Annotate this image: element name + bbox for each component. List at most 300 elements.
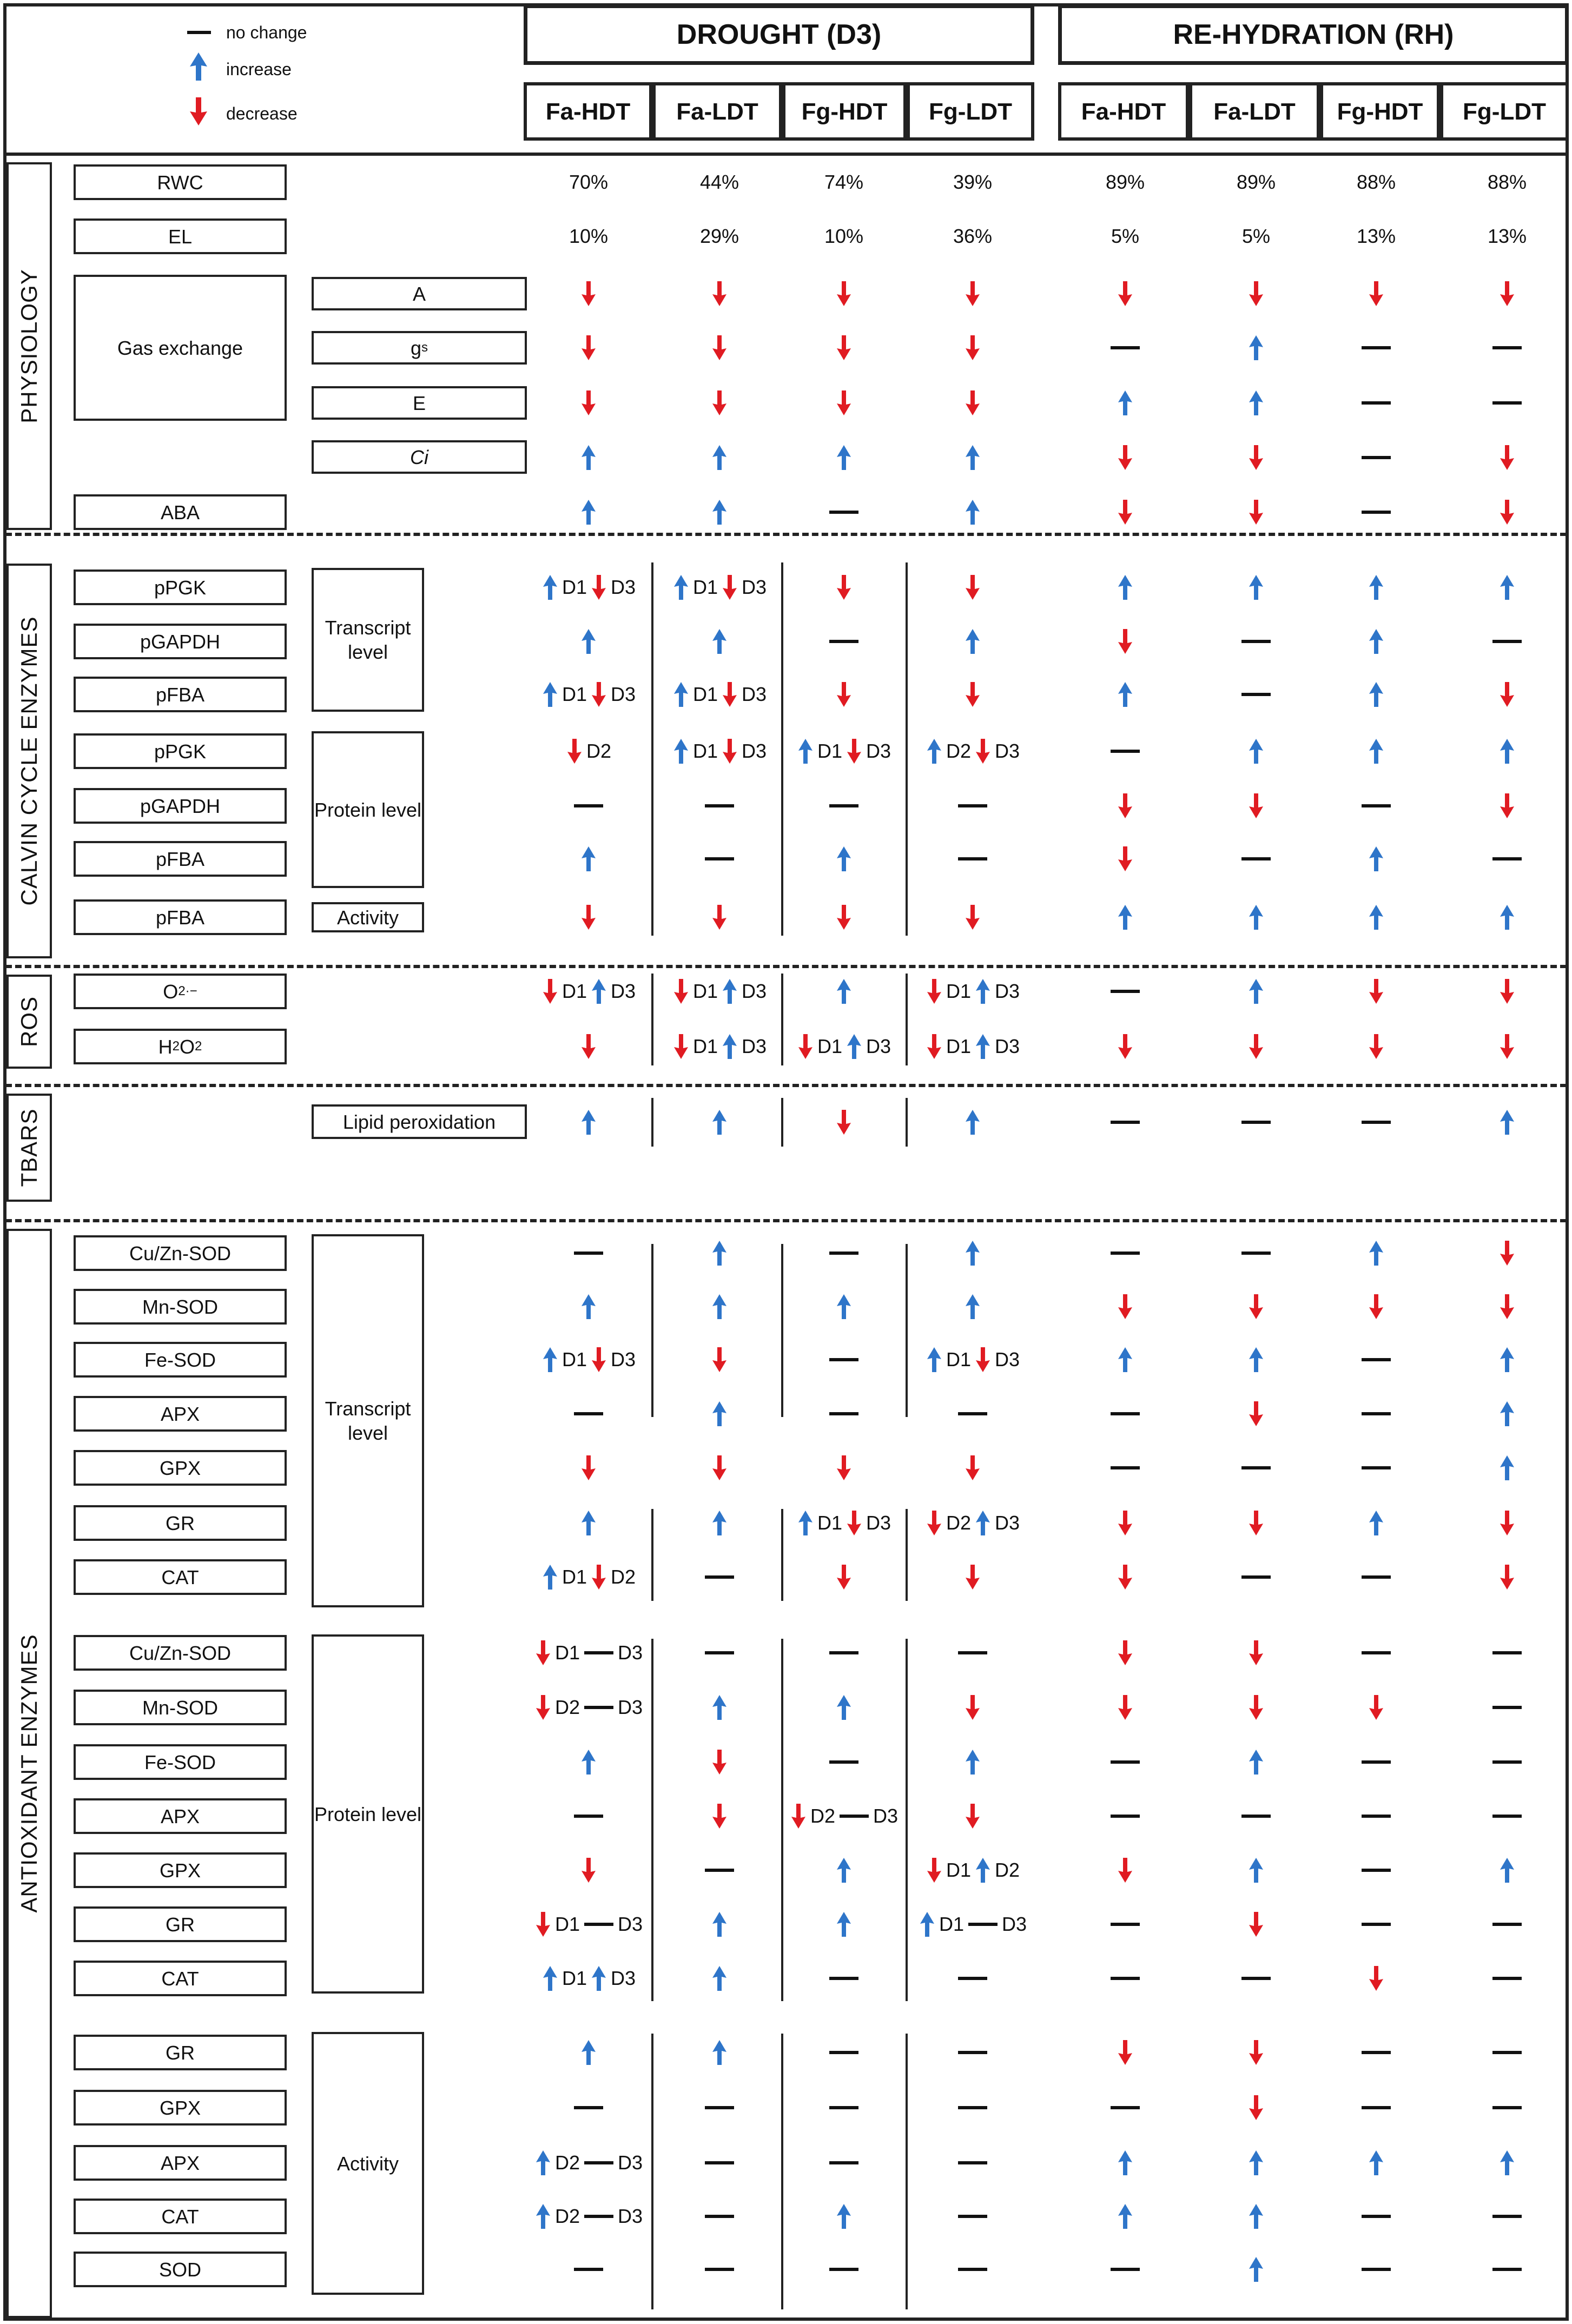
decrease-arrow-icon <box>580 390 597 416</box>
no-change-icon <box>1491 636 1523 647</box>
legend-increase-label: increase <box>226 59 292 79</box>
increase-arrow-icon <box>711 1294 728 1320</box>
row-label-box: GR <box>74 1906 287 1942</box>
day-label: D3 <box>611 576 636 598</box>
decrease-arrow-icon <box>711 335 728 361</box>
value-cell <box>964 1455 981 1481</box>
value-cell <box>1247 793 1265 819</box>
decrease-arrow-icon <box>964 681 981 707</box>
section-label: ROS <box>16 996 42 1048</box>
increase-arrow-icon <box>964 628 981 654</box>
value-cell <box>964 390 981 416</box>
value-cell <box>704 2157 735 2168</box>
decrease-arrow-icon <box>711 1455 728 1481</box>
value-cell <box>1109 1919 1141 1930</box>
value-cell <box>1368 681 1385 707</box>
decrease-arrow-icon <box>846 738 863 764</box>
value-cell <box>828 507 860 518</box>
increase-arrow-icon <box>580 1749 597 1775</box>
value-cell <box>835 846 853 872</box>
no-change-icon <box>704 2157 735 2168</box>
column-separator <box>906 2034 908 2309</box>
increase-arrow-icon <box>1247 738 1265 764</box>
value-cell: 39% <box>953 171 993 193</box>
value-cell <box>1117 1640 1134 1666</box>
no-change-icon <box>1109 1408 1141 1419</box>
value-cell <box>711 1694 728 1720</box>
group-box-protein-level: Protein level <box>312 1634 424 1994</box>
group-box-transcript-level: Transcript level <box>312 568 424 712</box>
decrease-arrow-icon <box>721 681 738 707</box>
decrease-arrow-icon <box>672 978 690 1004</box>
value-cell <box>835 681 853 707</box>
column-header-fg-ldt: Fg-LDT <box>907 82 1034 141</box>
no-change-icon <box>1109 342 1141 353</box>
value-cell <box>1240 689 1272 700</box>
increase-arrow-icon <box>580 2040 597 2065</box>
value-cell <box>580 628 597 654</box>
increase-arrow-icon <box>1368 2150 1385 2176</box>
no-change-icon <box>1491 1973 1523 1984</box>
value-cell <box>1368 846 1385 872</box>
value-cell <box>580 390 597 416</box>
value-cell <box>835 390 853 416</box>
value-cell <box>1491 853 1523 864</box>
no-change-icon <box>957 1647 988 1658</box>
value-cell <box>580 445 597 471</box>
row-label-box: APX <box>74 1396 287 1432</box>
decrease-arrow-icon <box>964 1564 981 1590</box>
no-change-icon <box>957 2047 988 2058</box>
value-cell <box>926 978 1020 1004</box>
value-cell <box>1360 2264 1392 2275</box>
value-cell <box>1360 1408 1392 1419</box>
day-label: D1 <box>692 740 718 762</box>
column-separator <box>781 1509 783 1601</box>
value-cell <box>1360 507 1392 518</box>
increase-arrow-icon <box>1247 2150 1265 2176</box>
day-label: D1 <box>946 980 971 1002</box>
value-cell <box>1247 1640 1265 1666</box>
decrease-arrow-icon <box>1247 1294 1265 1320</box>
decrease-arrow-icon <box>580 1455 597 1481</box>
decrease-arrow-icon <box>846 1510 863 1536</box>
day-label: D1 <box>562 1348 587 1370</box>
decrease-arrow-icon <box>1117 628 1134 654</box>
decrease-arrow-icon <box>964 904 981 930</box>
no-change-icon <box>704 2102 735 2113</box>
decrease-arrow-icon <box>964 1455 981 1481</box>
decrease-arrow-icon <box>1498 978 1516 1004</box>
value-cell <box>835 335 853 361</box>
value-cell <box>541 978 636 1004</box>
row-label-box: ABA <box>74 494 287 530</box>
value-cell <box>1247 1347 1265 1373</box>
decrease-arrow-icon <box>964 1803 981 1829</box>
decrease-arrow-icon <box>835 335 853 361</box>
no-change-icon <box>967 1919 999 1930</box>
value-cell <box>711 390 728 416</box>
value-cell <box>957 853 988 864</box>
no-change-icon <box>1360 1354 1392 1365</box>
no-change-icon <box>828 2264 860 2275</box>
decrease-arrow-icon <box>721 574 738 600</box>
value-cell <box>1117 1857 1134 1883</box>
value-cell <box>1498 1109 1516 1135</box>
value-cell <box>1240 853 1272 864</box>
increase-arrow-icon <box>1117 904 1134 930</box>
value-cell <box>1247 2150 1265 2176</box>
no-change-icon <box>1491 2264 1523 2275</box>
decrease-arrow-icon <box>1117 1564 1134 1590</box>
value-cell <box>1247 499 1265 525</box>
value-cell <box>828 1248 860 1259</box>
value-cell <box>573 1811 604 1822</box>
value-cell <box>580 1294 597 1320</box>
increase-arrow-icon <box>1368 1510 1385 1536</box>
decrease-arrow-icon <box>1117 793 1134 819</box>
column-separator <box>906 1098 908 1147</box>
decrease-arrow-icon <box>1247 445 1265 471</box>
no-change-icon <box>1240 689 1272 700</box>
value-cell <box>1109 986 1141 997</box>
decrease-arrow-icon <box>1247 1694 1265 1720</box>
section-divider <box>5 965 1567 968</box>
value-cell <box>711 499 728 525</box>
row-label-box: GR <box>74 2035 287 2070</box>
no-change-icon <box>573 800 604 811</box>
decrease-arrow-icon <box>1368 1034 1385 1060</box>
increase-arrow-icon <box>846 1034 863 1060</box>
decrease-arrow-icon <box>1498 681 1516 707</box>
column-separator <box>781 1639 783 2001</box>
value-cell <box>1240 1462 1272 1473</box>
value-cell <box>1247 2256 1265 2282</box>
increase-arrow-icon <box>1368 681 1385 707</box>
value-cell <box>1491 1973 1523 1984</box>
value-cell <box>704 800 735 811</box>
increase-arrow-icon <box>1247 574 1265 600</box>
increase-arrow-icon <box>835 1911 853 1937</box>
no-change-icon <box>828 636 860 647</box>
no-change-icon <box>1240 1462 1272 1473</box>
day-label: D3 <box>611 980 636 1002</box>
value-cell <box>1491 342 1523 353</box>
row-label-box: APX <box>74 2145 287 2181</box>
day-label: D1 <box>562 1967 587 1989</box>
value-cell <box>1498 738 1516 764</box>
value-cell <box>1498 1510 1516 1536</box>
increase-arrow-icon <box>711 1401 728 1427</box>
value-cell <box>1247 978 1265 1004</box>
value-cell <box>711 2040 728 2065</box>
increase-arrow-icon <box>711 1510 728 1536</box>
value-cell <box>1109 1757 1141 1767</box>
section-label: CALVIN CYCLE ENZYMES <box>16 616 42 906</box>
increase-arrow-icon <box>1247 335 1265 361</box>
no-change-icon <box>1360 1757 1392 1767</box>
decrease-arrow-icon <box>580 904 597 930</box>
no-change-icon <box>1360 1462 1392 1473</box>
value-cell <box>1247 1857 1265 1883</box>
value-cell <box>580 335 597 361</box>
decrease-arrow-icon <box>711 1803 728 1829</box>
no-change-icon <box>1240 1973 1272 1984</box>
value-cell <box>1109 1117 1141 1128</box>
value-cell <box>1117 499 1134 525</box>
value-cell <box>828 2102 860 2113</box>
column-separator <box>906 1509 908 1601</box>
value-cell <box>1109 1462 1141 1473</box>
row-label-box: APX <box>74 1798 287 1834</box>
increase-arrow-icon <box>1368 846 1385 872</box>
column-separator <box>651 1244 653 1417</box>
increase-arrow-icon <box>1498 1109 1516 1135</box>
value-cell <box>1117 628 1134 654</box>
no-change-icon <box>704 1865 735 1876</box>
section-divider <box>5 1084 1567 1087</box>
no-change-icon <box>1109 2264 1141 2275</box>
column-header-fg-hdt: Fg-HDT <box>1320 82 1440 141</box>
rehydration-header: RE-HYDRATION (RH) <box>1058 4 1569 65</box>
column-separator <box>651 562 653 936</box>
increase-arrow-icon <box>964 1240 981 1266</box>
no-change-icon <box>704 853 735 864</box>
value-cell <box>1109 1408 1141 1419</box>
column-header-fa-ldt: Fa-LDT <box>652 82 782 141</box>
value-cell <box>711 1109 728 1135</box>
day-label: D3 <box>995 1035 1020 1057</box>
value-cell <box>828 1647 860 1658</box>
day-label: D1 <box>562 576 587 598</box>
increase-arrow-icon <box>1247 978 1265 1004</box>
value-cell <box>926 1510 1020 1536</box>
value-cell: 10% <box>569 225 609 247</box>
value-cell <box>1360 342 1392 353</box>
decrease-arrow-icon <box>835 574 853 600</box>
increase-arrow-icon <box>1498 2150 1516 2176</box>
no-change-icon <box>957 2157 988 2168</box>
day-label: D3 <box>995 740 1020 762</box>
no-change-legend-icon <box>184 22 214 43</box>
value-cell <box>711 1294 728 1320</box>
value-cell <box>541 574 636 600</box>
row-label-box: pFBA <box>74 899 287 935</box>
increase-arrow-icon <box>711 1109 728 1135</box>
section-label: TBARS <box>16 1108 42 1187</box>
value-cell <box>957 2047 988 2058</box>
no-change-icon <box>1240 1572 1272 1583</box>
decrease-arrow-icon <box>1117 1294 1134 1320</box>
decrease-arrow-icon <box>926 978 943 1004</box>
value-cell <box>672 681 767 707</box>
decrease-arrow-icon <box>534 1640 552 1666</box>
value-cell <box>704 853 735 864</box>
value-cell <box>1360 800 1392 811</box>
value-cell: 10% <box>824 225 864 247</box>
day-label: D1 <box>817 1512 842 1534</box>
increase-arrow-icon <box>1247 390 1265 416</box>
value-cell <box>711 1965 728 1991</box>
row-label-box: EL <box>74 219 287 254</box>
value-cell <box>566 738 611 764</box>
decrease-arrow-icon <box>1117 1694 1134 1720</box>
decrease-arrow-icon <box>1498 499 1516 525</box>
increase-arrow-icon <box>964 499 981 525</box>
increase-arrow-icon <box>580 628 597 654</box>
row-label-box: Cu/Zn-SOD <box>74 1235 287 1271</box>
value-cell <box>828 1973 860 1984</box>
value-cell <box>704 1647 735 1658</box>
sub-parameter-box: Lipid peroxidation <box>312 1104 527 1139</box>
decrease-arrow-icon <box>1498 445 1516 471</box>
section-divider <box>5 1219 1567 1222</box>
value-cell <box>1117 445 1134 471</box>
no-change-icon <box>1491 2047 1523 2058</box>
no-change-icon <box>828 2157 860 2168</box>
increase-arrow-icon <box>541 1347 559 1373</box>
value-cell <box>1240 1117 1272 1128</box>
increase-arrow-icon <box>580 1510 597 1536</box>
column-separator <box>781 1244 783 1417</box>
value-cell <box>1117 1034 1134 1060</box>
no-change-icon <box>957 800 988 811</box>
row-label-box: Fe-SOD <box>74 1342 287 1378</box>
decrease-arrow-icon <box>964 1694 981 1720</box>
group-box-activity: Activity <box>312 902 424 932</box>
no-change-icon <box>1109 1919 1141 1930</box>
value-cell <box>957 2211 988 2222</box>
increase-arrow-icon <box>1368 738 1385 764</box>
column-separator <box>651 974 653 1065</box>
day-label: D3 <box>995 1348 1020 1370</box>
value-cell <box>711 1911 728 1937</box>
value-cell <box>704 2102 735 2113</box>
decrease-arrow-icon <box>711 281 728 307</box>
increase-arrow-icon <box>964 1749 981 1775</box>
value-cell <box>672 978 767 1004</box>
decrease-arrow-icon <box>835 1564 853 1590</box>
decrease-arrow-icon <box>835 281 853 307</box>
row-label-box: CAT <box>74 2199 287 2234</box>
increase-arrow-icon <box>1247 1749 1265 1775</box>
day-label: D3 <box>611 1967 636 1989</box>
increase-arrow-icon <box>1498 904 1516 930</box>
day-label: D3 <box>742 980 767 1002</box>
value-cell <box>711 1347 728 1373</box>
value-cell <box>1240 636 1272 647</box>
value-cell <box>964 681 981 707</box>
value-cell <box>1117 1347 1134 1373</box>
increase-arrow-icon <box>711 1911 728 1937</box>
value-cell <box>1247 2203 1265 2229</box>
row-label-box: GR <box>74 1505 287 1541</box>
decrease-arrow-icon <box>1117 281 1134 307</box>
value-cell <box>957 2264 988 2275</box>
decrease-arrow-icon <box>580 335 597 361</box>
row-label-box: O 2 ·− <box>74 974 287 1009</box>
no-change-icon <box>1491 2102 1523 2113</box>
value-cell <box>1368 1694 1385 1720</box>
value-cell <box>580 2040 597 2065</box>
day-label: D2 <box>554 2205 580 2227</box>
group-box-activity: Activity <box>312 2032 424 2295</box>
decrease-arrow-icon <box>790 1803 807 1829</box>
decrease-arrow-icon <box>590 1564 607 1590</box>
decrease-arrow-icon <box>1247 1640 1265 1666</box>
decrease-arrow-icon <box>1498 1510 1516 1536</box>
day-label: D3 <box>742 1035 767 1057</box>
no-change-icon <box>573 2102 604 2113</box>
no-change-icon <box>1109 1248 1141 1259</box>
decrease-arrow-icon <box>926 1510 943 1536</box>
row-label-box: pGAPDH <box>74 788 287 824</box>
no-change-icon <box>1360 1919 1392 1930</box>
value-cell <box>573 1248 604 1259</box>
no-change-icon <box>573 1248 604 1259</box>
increase-arrow-icon <box>711 2040 728 2065</box>
value-cell <box>1247 281 1265 307</box>
value-cell <box>672 1034 767 1060</box>
value-cell <box>957 800 988 811</box>
value-cell <box>964 1749 981 1775</box>
decrease-arrow-icon <box>711 390 728 416</box>
decrease-arrow-icon <box>1368 281 1385 307</box>
value-cell: 13% <box>1356 225 1396 247</box>
no-change-icon <box>583 2157 615 2168</box>
value-cell <box>919 1911 1027 1937</box>
increase-arrow-icon <box>974 1510 992 1536</box>
no-change-icon <box>1360 2211 1392 2222</box>
day-label: D3 <box>995 1512 1020 1534</box>
increase-arrow-icon <box>926 1347 943 1373</box>
value-cell <box>828 2047 860 2058</box>
value-cell <box>580 1749 597 1775</box>
value-cell <box>964 499 981 525</box>
value-cell <box>580 281 597 307</box>
increase-arrow-icon <box>580 846 597 872</box>
no-change-icon <box>1491 1811 1523 1822</box>
value-cell <box>1360 1811 1392 1822</box>
value-cell <box>1240 1572 1272 1583</box>
no-change-icon <box>1360 2047 1392 2058</box>
value-cell <box>1117 1294 1134 1320</box>
value-cell <box>957 1973 988 1984</box>
day-label: D1 <box>562 1566 587 1588</box>
value-cell <box>1498 1401 1516 1427</box>
value-cell <box>541 681 636 707</box>
value-cell <box>1491 398 1523 408</box>
column-header-fg-ldt: Fg-LDT <box>1440 82 1569 141</box>
value-cell <box>1247 1034 1265 1060</box>
increase-arrow-icon <box>711 445 728 471</box>
value-cell <box>835 978 853 1004</box>
value-cell <box>835 1455 853 1481</box>
value-cell <box>1117 681 1134 707</box>
day-label: D1 <box>692 683 718 705</box>
value-cell <box>1360 2047 1392 2058</box>
increase-arrow-icon <box>672 574 690 600</box>
day-label: D1 <box>562 980 587 1002</box>
decrease-arrow-icon <box>1247 1510 1265 1536</box>
value-cell <box>790 1803 898 1829</box>
value-cell <box>1491 1757 1523 1767</box>
value-cell <box>1247 1694 1265 1720</box>
decrease-arrow-icon <box>974 738 992 764</box>
day-label: D3 <box>873 1805 899 1827</box>
value-cell <box>1360 1647 1392 1658</box>
value-cell <box>1109 2264 1141 2275</box>
